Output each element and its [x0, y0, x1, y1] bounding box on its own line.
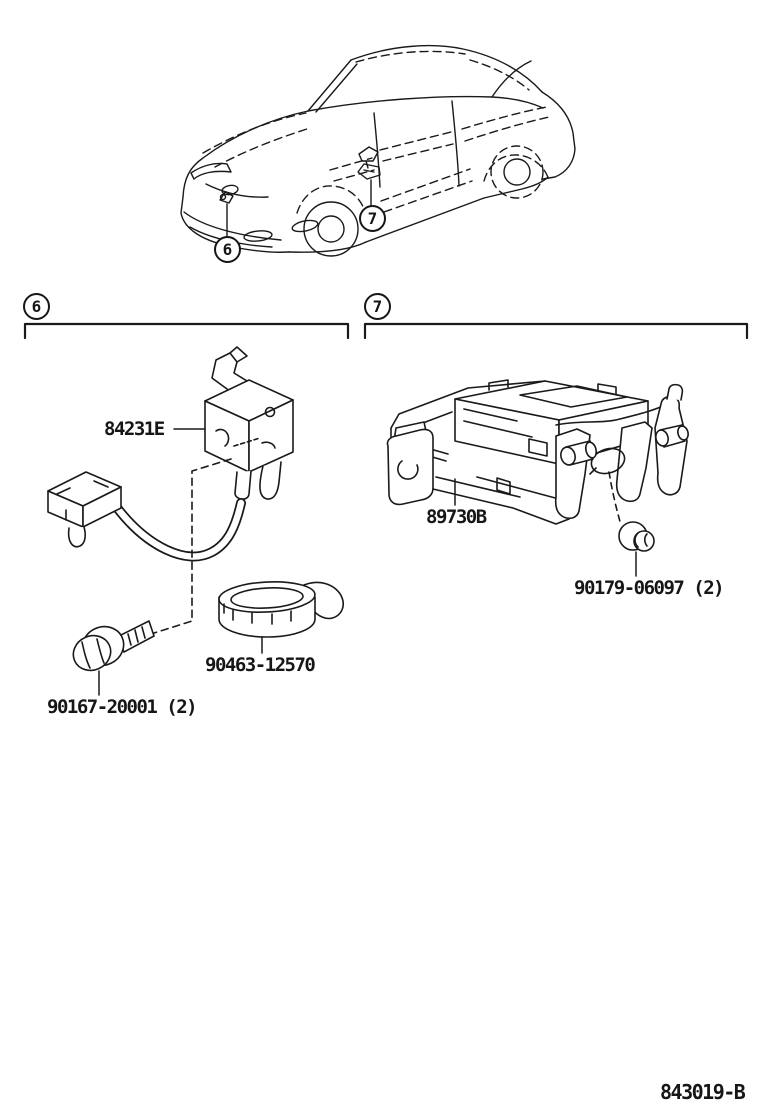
- section-7-callout[interactable]: 7: [364, 293, 391, 320]
- bolt-90167-drawing: [68, 620, 154, 677]
- drawing-number: 843019-B: [660, 1080, 745, 1104]
- clamp-90463-drawing: [218, 580, 343, 637]
- car-callout-7[interactable]: 7: [359, 205, 386, 232]
- part-label-90179-06097[interactable]: 90179-06097 (2): [574, 577, 724, 599]
- module-89730b-drawing: [387, 380, 689, 528]
- part-label-89730b[interactable]: 89730B: [426, 506, 486, 528]
- section-7-bracket: [365, 324, 747, 338]
- part-label-84231e[interactable]: 84231E: [104, 418, 164, 440]
- car-callout-6[interactable]: 6: [214, 236, 241, 263]
- part-label-90463-12570[interactable]: 90463-12570: [205, 654, 315, 676]
- part-label-90167-20001[interactable]: 90167-20001 (2): [47, 696, 197, 718]
- section-brackets: [25, 324, 747, 338]
- door-module-marker: [358, 164, 380, 205]
- section-6-bracket: [25, 324, 348, 338]
- nut-90179-drawing: [619, 522, 654, 551]
- section-6-callout[interactable]: 6: [23, 293, 50, 320]
